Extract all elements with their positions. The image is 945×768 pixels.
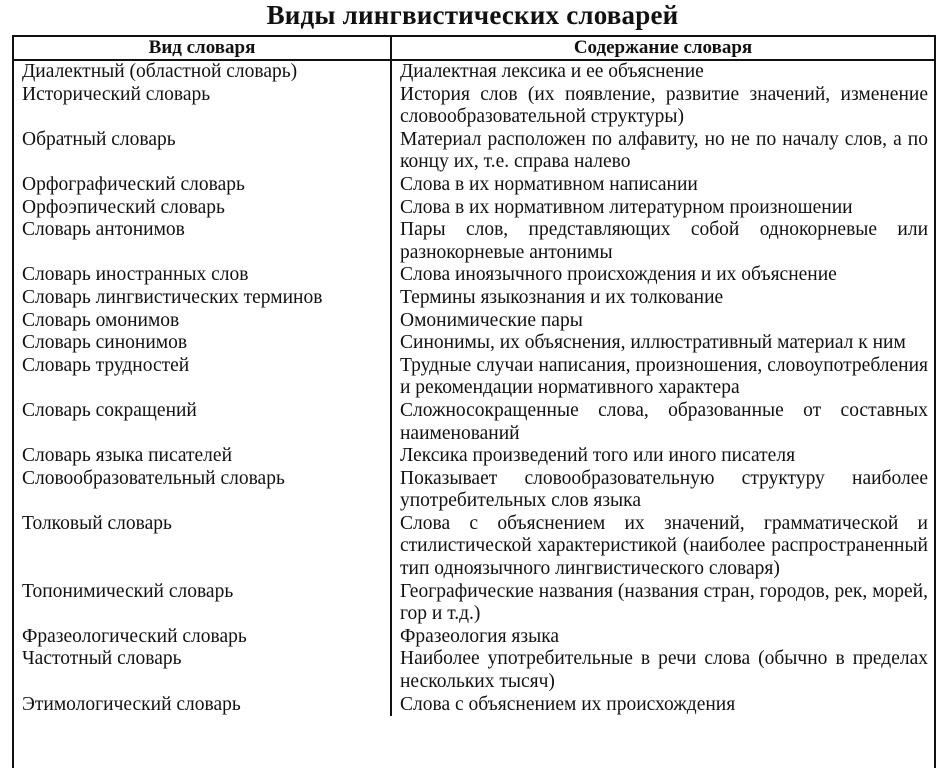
page-title: Виды лингвистических словарей — [266, 0, 679, 30]
dictionary-type-cell: Орфографический словарь — [22, 173, 245, 195]
dictionary-type-cell: Орфоэпический словарь — [22, 196, 225, 218]
dictionary-type-cell: Словарь сокращений — [22, 399, 197, 421]
table-row — [14, 694, 934, 717]
table-row — [14, 581, 934, 626]
dictionary-content-cell: Пары слов, представляющих собой однокорневые или разнокорневые антонимы — [390, 219, 934, 264]
dictionary-type-cell: Словарь антонимов — [22, 219, 185, 241]
table-row — [14, 468, 934, 513]
table-row — [14, 264, 934, 287]
dictionary-content-cell: Синонимы, их объяснения, иллюстративный материал к ним — [390, 332, 934, 355]
dictionary-type-cell: Исторический словарь — [22, 83, 211, 105]
dictionary-type-cell: Словарь синонимов — [22, 332, 188, 354]
dictionary-content-cell: Материал расположен по алфавиту, но не по началу слов, а по концу их, т.е. справа налево — [390, 129, 934, 174]
dictionary-content-cell: Омонимические пары — [390, 310, 934, 333]
dictionary-type-cell: Словарь омонимов — [22, 309, 180, 331]
dictionary-type-cell: Этимологический словарь — [22, 693, 241, 715]
table-header — [14, 37, 934, 61]
dictionary-content-cell: Фразеология языка — [390, 626, 934, 649]
table-row — [14, 400, 934, 445]
dictionary-content-cell: Слова иноязычного происхождения и их объяснение — [390, 264, 934, 287]
table-row — [14, 84, 934, 129]
table-row — [14, 648, 934, 693]
dictionary-content-cell: Трудные случаи написания, произношения, словоупотребления и рекомендации нормативного характера — [390, 355, 934, 400]
table-row — [14, 445, 934, 468]
table-row — [14, 287, 934, 310]
dictionary-content-cell: Слова с объяснением их происхождения — [390, 694, 934, 717]
table-row — [14, 355, 934, 400]
dictionary-content-cell: Термины языкознания и их толкование — [390, 287, 934, 310]
dictionary-type-cell: Диалектный (областной словарь) — [22, 61, 298, 82]
dictionary-type-cell: Толковый словарь — [22, 512, 172, 534]
dictionary-type-cell: Словообразовательный словарь — [22, 467, 285, 489]
table-row — [14, 174, 934, 197]
dictionary-content-cell: Слова с объяснением их значений, грамматической и стилистической характеристикой (наиболее распространенный тип одноязычного лингвистического словаря) — [390, 513, 934, 581]
dictionary-type-cell: Словарь иностранных слов — [22, 264, 249, 286]
table-row — [14, 513, 934, 581]
table-row — [14, 310, 934, 333]
dictionary-type-cell: Обратный словарь — [22, 128, 176, 150]
dictionary-content-cell: Слова в их нормативном написании — [390, 174, 934, 197]
table-row — [14, 61, 934, 84]
dictionary-type-cell: Частотный словарь — [22, 648, 182, 670]
header-dictionary-content: Содержание словаря — [573, 37, 753, 58]
table-row — [14, 332, 934, 355]
header-dictionary-type: Вид словаря — [14, 37, 392, 59]
dictionary-content-cell: Географические названия (названия стран, городов, рек, морей, гор и т.д.) — [390, 581, 934, 626]
dictionary-types-table — [12, 35, 936, 768]
dictionary-content-cell: История слов (их появление, развитие значений, изменение словообразовательной структуры) — [390, 84, 934, 129]
table-row — [14, 197, 934, 220]
dictionary-content-cell: Показывает словообразовательную структуру наиболее употребительных слов языка — [390, 468, 934, 513]
table-row — [14, 219, 934, 264]
dictionary-content-cell: Наиболее употребительные в речи слова (обычно в пределах нескольких тысяч) — [390, 648, 934, 693]
dictionary-content-cell: Слова в их нормативном литературном произношении — [390, 197, 934, 220]
dictionary-type-cell: Топонимический словарь — [22, 580, 234, 602]
dictionary-content-cell: Диалектная лексика и ее объяснение — [390, 61, 934, 84]
table-body — [14, 61, 934, 716]
dictionary-type-cell: Словарь лингвистических терминов — [22, 286, 323, 308]
dictionary-type-cell: Словарь трудностей — [22, 354, 190, 376]
dictionary-content-cell: Лексика произведений того или иного писателя — [390, 445, 934, 468]
dictionary-type-cell: Фразеологический словарь — [22, 625, 247, 647]
table-row — [14, 626, 934, 649]
table-row — [14, 129, 934, 174]
dictionary-content-cell: Сложносокращенные слова, образованные от составных наименований — [390, 400, 934, 445]
dictionary-type-cell: Словарь языка писателей — [22, 445, 233, 467]
